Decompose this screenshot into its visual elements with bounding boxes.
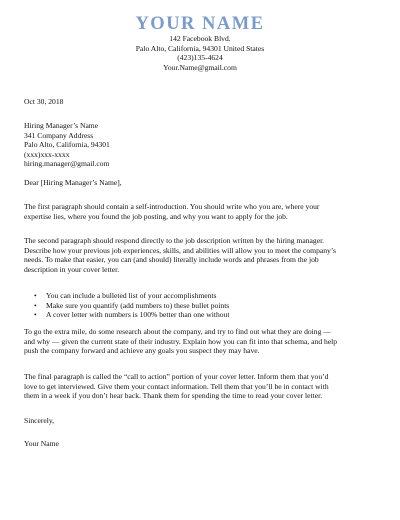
recipient-block bbox=[24, 121, 378, 169]
paragraph-call-to-action bbox=[24, 372, 378, 401]
paragraph-experience bbox=[24, 236, 378, 274]
paragraph-line: The final paragraph is called the “call to action” portion of your cover letter. Inform them that you’d bbox=[24, 372, 329, 381]
recipient-address: 341 Company Address bbox=[24, 130, 94, 140]
letter-date: Oct 30, 2018 bbox=[24, 97, 64, 106]
recipient-name: Hiring Manager’s Name bbox=[24, 121, 99, 130]
applicant-phone: (423)135-4624 bbox=[177, 53, 223, 63]
bullet-icon: • bbox=[34, 310, 37, 320]
bullet-icon: • bbox=[34, 291, 37, 300]
paragraph-research bbox=[24, 327, 378, 356]
list-item bbox=[24, 301, 378, 311]
recipient-email: hiring.manager@gmail.com bbox=[24, 159, 110, 169]
paragraph-line: love to get interviewed. Give them your contact information. Tell them that you’ll be in contact with bbox=[24, 381, 329, 391]
paragraph-line: push the company forward and achieve any goals you suspect they may have. bbox=[24, 346, 260, 356]
paragraph-line: expertise lies, where you found the job posting, and why you want to apply for the job. bbox=[24, 211, 288, 221]
paragraph-line: them in a week if you don’t hear back. Thank them for spending the time to read your cover letter. bbox=[24, 391, 323, 401]
accomplishments-list bbox=[24, 291, 378, 320]
recipient-phone: (xxx)xxx-xxxx bbox=[24, 149, 70, 159]
paragraph-line: and why — given the current state of their industry. Explain how you can fit into that schema, and help bbox=[24, 336, 338, 346]
closing: Sincerely, bbox=[24, 416, 55, 425]
applicant-city: Palo Alto, California, 94301 United States bbox=[135, 43, 265, 53]
list-item bbox=[24, 310, 378, 320]
list-item-text: Make sure you quantify (add numbers to) these bullet points bbox=[46, 300, 230, 310]
letter-header bbox=[0, 14, 400, 72]
paragraph-line: description in your cover letter. bbox=[24, 264, 120, 274]
applicant-name: YOUR NAME bbox=[135, 14, 265, 34]
paragraph-line: To go the extra mile, do some research about the company, and try to find out what they are doing — bbox=[24, 327, 331, 336]
signature-name: Your Name bbox=[24, 439, 59, 448]
paragraph-line: The first paragraph should contain a self-introduction. You should write who you are, where your bbox=[24, 202, 320, 211]
bullet-icon: • bbox=[34, 300, 37, 310]
paragraph-line: Describe how your previous job experiences, skills, and abilities will allow you to meet the company’s bbox=[24, 245, 336, 255]
paragraph-line: The second paragraph should respond directly to the job description written by the hiring manager. bbox=[24, 236, 325, 245]
salutation: Dear [Hiring Manager’s Name], bbox=[24, 178, 122, 187]
applicant-address: 142 Facebook Blvd. bbox=[169, 34, 231, 43]
list-item bbox=[24, 291, 378, 301]
list-item-text: A cover letter with numbers is 100% better than one without bbox=[46, 310, 230, 320]
paragraph-introduction bbox=[24, 202, 378, 221]
paragraph-line: needs. To make that easier, you can (and should) literally include words and phrases from the job bbox=[24, 255, 319, 265]
list-item-text: You can include a bulleted list of your accomplishments bbox=[46, 291, 217, 300]
recipient-city: Palo Alto, California, 94301 bbox=[24, 140, 110, 150]
applicant-email: Your.Name@gmail.com bbox=[163, 62, 237, 72]
